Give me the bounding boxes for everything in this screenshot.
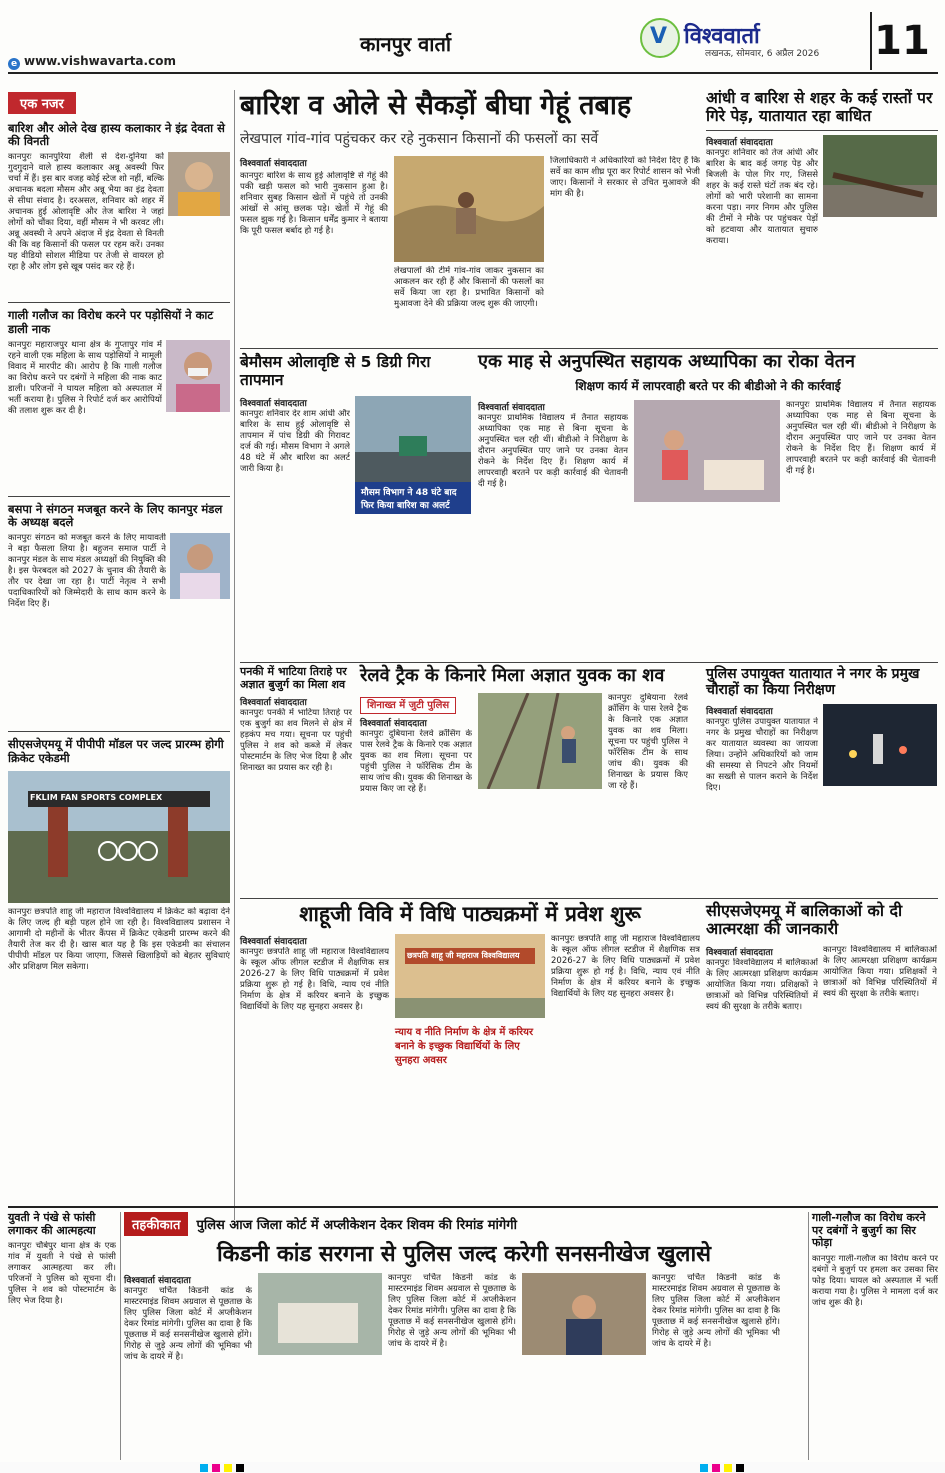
rain-street-image xyxy=(355,396,471,482)
section-title: कानपुर वार्ता xyxy=(360,32,452,56)
brief-title-3: बसपा ने संगठन मजबूत करने के लिए कानपुर मंडल के अध्यक्ष बदले xyxy=(8,501,223,530)
teacher-body-2: कानपुरः प्राथमिक विद्यालय में तैनात सहायक अध्यापिका एक माह से बिना सूचना के अनुपस्थित चल रही थीं। बीडीओ ने निरीक्षण के दौरान अनुपस्थित पाए जाने पर उनका वेतन रोकने के निर्देश दिए हैं। शिक्षण कार्य में लापरवाही बरतने पर कड़ी कार्रवाई की चेतावनी दी गई है। xyxy=(786,399,936,476)
rail-byline: विश्ववार्ता संवाददाता xyxy=(360,718,427,729)
university-photo xyxy=(395,934,545,1018)
storm-body: कानपुरः शनिवार को तेज आंधी और बारिश के बाद कई जगह पेड़ और बिजली के पोल गिर गए, जिससे शहर के कई रास्ते घंटों तक बंद रहे। लोगों को भारी परेशानी का सामना करना पड़ा। नगर निगम और पुलिस की टीमों ने मौके पर पहुंचकर पेड़ों को हटवाया और यातायात सुचारु कराया। xyxy=(706,147,818,246)
hospital-image xyxy=(258,1273,382,1355)
police-body: कानपुरः पुलिस उपायुक्त यातायात ने नगर के प्रमुख चौराहों का निरीक्षण कर यातायात व्यवस्था का जायजा लिया। उन्होंने अधिकारियों को जाम की समस्या से निपटने और नियमों का सख्ती से पालन कराने के निर्देश दिए। xyxy=(706,717,818,794)
rail-photo xyxy=(478,693,602,789)
kidney-photo-2 xyxy=(522,1273,646,1355)
weather-photo-caption: मौसम विभाग ने 48 घंटे बाद फिर किया बारिश का अलर्ट xyxy=(355,482,471,514)
kidney-byline: विश्ववार्ता संवाददाता xyxy=(124,1276,191,1287)
storm-story xyxy=(706,90,938,340)
kidney-headline: किडनी कांड सरगना से पुलिस जल्द करेगी सनसनीखेज खुलासे xyxy=(216,1242,712,1267)
stadium-sign: FKLIM FAN SPORTS COMPLEX xyxy=(30,792,163,802)
cyan-mark xyxy=(700,1464,708,1472)
brief-body-4: कानपुरः छत्रपति शाहू जी महाराज विश्वविद्यालय में क्रिकेट को बढ़ावा देने के लिए जल्द ही बड़ी पहल होने जा रही है। विश्वविद्यालय प्रशासन ने आगामी दो महीनों के भीतर कैंपस में क्रिकेट एकेडमी प्रारम्भ करने की तैयारी तेज कर दी है। खास बात यह है कि इस एकेडमी का संचालन पीपीपी मॉडल पर किया जाएगा, जिससे खिलाड़ियों को बेहतर सुविधाएं और प्रशिक्षण मिल सकेगा। xyxy=(8,906,230,972)
self-defense-headline: सीएसजेएमयू में बालिकाओं को दी आत्मरक्षा की जानकारी xyxy=(706,901,903,939)
panki-headline: पनकी में भाटिया तिराहे पर अज्ञात बुजुर्ग का मिला शव xyxy=(240,665,347,691)
stadium-photo xyxy=(8,771,230,903)
lead-photo xyxy=(394,156,544,262)
section-tag: एक नजर xyxy=(8,92,76,114)
browser-icon: e xyxy=(8,58,20,70)
teacher-byline: विश्ववार्ता संवाददाता xyxy=(478,402,545,413)
shahu-quote: न्याय व नीति निर्माण के क्षेत्र में करियर बनाने के इच्छुक विद्यार्थियों के लिए सुनहरा अवसर xyxy=(395,1027,534,1067)
divider xyxy=(8,302,230,303)
shahu-body-2: कानपुरः छत्रपति शाहू जी महाराज विश्वविद्यालय के स्कूल ऑफ लीगल स्टडीज में शैक्षणिक सत्र 2026-27 के लिए विधि पाठ्यक्रमों में प्रवेश प्रक्रिया शुरू हो गई है। विधि, न्याय एवं नीति निर्माण के क्षेत्र में करियर बनाने के इच्छुक विद्यार्थियों के लिए यह सुनहरा अवसर है। xyxy=(551,934,700,1000)
person-photo xyxy=(168,152,230,216)
rail-body: कानपुरः दुबियाना रेलवे क्रॉसिंग के पास रेलवे ट्रैक के किनारे एक अज्ञात युवक का शव मिला। सूचना पर पहुंची पुलिस ने फॉरेंसिक टीम के साथ जांच की। युवक की शिनाख्त के प्रयास किए जा रहे हैं। xyxy=(360,728,472,794)
investigation-tag: तहकीकात xyxy=(124,1212,188,1236)
self-defense-story xyxy=(706,902,938,1202)
logo-text: विश्ववार्ता xyxy=(684,24,760,49)
police-photo xyxy=(823,704,937,786)
classroom-image xyxy=(634,400,780,502)
lead-body-3: जिलाधिकारी ने अधिकारियों को निर्देश दिए हैं कि सर्वे का काम शीघ्र पूरा कर रिपोर्ट शासन को भेजी जाए। किसानों ने सरकार से उचित मुआवजे की मांग की है। xyxy=(550,156,700,200)
assault-story xyxy=(812,1212,938,1460)
weather-story xyxy=(240,354,472,654)
cyan-mark xyxy=(200,1464,208,1472)
brief-title-1: बारिश और ओले देख हास्य कलाकार ने इंद्र देवता से की विनती xyxy=(8,121,225,149)
header-rule xyxy=(8,72,938,74)
weather-byline: विश्ववार्ता संवाददाता xyxy=(240,398,307,409)
self-defense-byline: विश्ववार्ता संवाददाता xyxy=(706,947,773,958)
black-mark xyxy=(236,1464,244,1472)
police-headline: पुलिस उपायुक्त यातायात ने नगर के प्रमुख चौराहों का किया निरीक्षण xyxy=(706,666,920,699)
kidney-body-2: कानपुरः चर्चित किडनी कांड के मास्टरमाइंड शिवम अग्रवाल से पूछताछ के लिए पुलिस जिला कोर्ट में अप्लीकेशन देकर रिमांड मांगेगी। पुलिस का दावा है कि पूछताछ में कई सनसनीखेज खुलासे होंगे। गिरोह से जुड़े अन्य लोगों की भूमिका भी जांच के दायरे में है। xyxy=(388,1273,516,1350)
fallen-tree-image xyxy=(823,135,937,217)
teacher-photo xyxy=(634,400,780,502)
magenta-mark xyxy=(212,1464,220,1472)
brief-title-4: सीएसजेएमयू में पीपीपी मॉडल पर जल्द प्रारम्भ होगी क्रिकेट एकेडमी xyxy=(8,737,224,765)
section-rule xyxy=(240,662,938,663)
panki-story xyxy=(240,666,352,890)
magenta-mark xyxy=(712,1464,720,1472)
assault-body: कानपुरः गाली-गलौज का विरोध करने पर दबंगों ने बुजुर्ग पर हमला कर उसका सिर फोड़ दिया। घायल को अस्पताल में भर्ती कराया गया है। पुलिस ने मामला दर्ज कर जांच शुरू की है। xyxy=(812,1253,938,1308)
print-registration-bar xyxy=(0,1462,945,1473)
kidney-story xyxy=(124,1212,804,1460)
lead-body-1: कानपुरः बारिश के साथ हुई ओलावृष्टि से गेहूं की पकी खड़ी फसल को भारी नुकसान हुआ है। शनिवार सुबह किसान खेतों में पहुंचे तो उनकी आंखों से आंसू छलक पड़े। खेतों में गेहूं की फसल झुक गई है। किसान धर्मेंद्र कुमार ने बताया कि पूरी फसल बर्बाद हो गई है। xyxy=(240,171,388,237)
night-traffic-image xyxy=(823,704,937,786)
site-url[interactable] xyxy=(8,54,176,70)
lead-byline: विश्ववार्ता संवाददाता xyxy=(240,159,307,170)
section-rule xyxy=(8,1206,938,1208)
lead-subheadline: लेखपाल गांव-गांव पहुंचकर कर रहे नुकसान किसानों की फसलों का सर्वे xyxy=(240,131,599,148)
black-mark xyxy=(736,1464,744,1472)
panki-byline: विश्ववार्ता संवाददाता xyxy=(240,698,307,709)
suspect-image xyxy=(522,1273,646,1355)
rail-headline: रेलवे ट्रैक के किनारे मिला अज्ञात युवक का शव xyxy=(360,665,665,686)
kidney-body: कानपुरः चर्चित किडनी कांड के मास्टरमाइंड शिवम अग्रवाल से पूछताछ के लिए पुलिस जिला कोर्ट में अप्लीकेशन देकर रिमांड मांगेगी। पुलिस का दावा है कि पूछताछ में कई सनसनीखेज खुलासे होंगे। गिरोह से जुड़े अन्य लोगों की भूमिका भी जांच के दायरे में है। xyxy=(124,1286,252,1363)
university-sign: छत्रपति शाहू जी महाराज विश्वविद्यालय xyxy=(407,951,520,961)
site-url-text: www.vishwavarta.com xyxy=(24,54,176,68)
lead-headline: बारिश व ओले से सैकड़ों बीघा गेहूं तबाह xyxy=(240,90,632,121)
brief-photo-3 xyxy=(170,533,230,599)
rail-story xyxy=(360,666,690,890)
assault-headline: गाली-गलौज का विरोध करने पर दबंगों ने बुजुर्ग का सिर फोड़ा xyxy=(812,1211,926,1250)
column-briefs xyxy=(8,92,230,1242)
storm-photo xyxy=(823,135,937,217)
lead-story xyxy=(240,90,700,340)
logo-v-icon: V xyxy=(650,24,668,49)
wheat-field-image xyxy=(394,156,544,262)
storm-byline: विश्ववार्ता संवाददाता xyxy=(706,137,773,148)
shahu-byline: विश्ववार्ता संवाददाता xyxy=(240,937,307,948)
column-rule xyxy=(234,90,235,1220)
column-rule xyxy=(808,1212,809,1460)
logo-emblem xyxy=(640,18,680,58)
suicide-body: कानपुरः चौबेपुर थाना क्षेत्र के एक गांव में युवती ने पंखे से फांसी लगाकर आत्महत्या कर ली। परिजनों ने पुलिस को सूचना दी। पुलिस ने शव को पोस्टमार्टम के लिए भेज दिया है। xyxy=(8,1241,116,1307)
weather-headline: बेमौसम ओलावृष्टि से 5 डिग्री गिरा तापमान xyxy=(240,353,431,389)
divider xyxy=(706,130,938,131)
brief-body-1: कानपुरः कानपुरिया शैली से देश-दुनिया को गुदगुदाने वाले हास्य कलाकार अन्नू अवस्थी फिर चर्चा में हैं। इस बार वजह कोई स्टेज शो नहीं, बल्कि अचानक बदला मौसम और अन्नू भैया का इंद्र देवता से सीधा संवाद है। दरअसल, शनिवार को शहर में अचानक हुई ओलावृष्टि और तेज बारिश ने जहां लोगों को चौंका दिया, वहीं मौसम ने भी करवट ली। अन्नू अवस्थी ने अपने अंदाज में इंद्र देवता से विनती की कि वह किसानों की फसल पर रहम करें। उनका यह वीडियो सोशल मीडिया पर तेजी से वायरल हो रहा है और लोग इसे खूब पसंद कर रहे हैं। xyxy=(8,152,164,273)
stadium-gate-image xyxy=(8,771,230,903)
police-story xyxy=(706,666,938,890)
suicide-story xyxy=(8,1212,116,1460)
shahu-story xyxy=(240,902,700,1202)
brief-photo-1 xyxy=(168,152,230,216)
university-building-image xyxy=(395,934,545,1018)
rail-body-2: कानपुरः दुबियाना रेलवे क्रॉसिंग के पास रेलवे ट्रैक के किनारे एक अज्ञात युवक का शव मिला। सूचना पर पहुंची पुलिस ने फॉरेंसिक टीम के साथ जांच की। युवक की शिनाख्त के प्रयास किए जा रहे हैं। xyxy=(608,692,688,791)
brief-body-3: कानपुरः संगठन को मजबूत करने के लिए मायावती ने बड़ा फैसला लिया है। बहुजन समाज पार्टी ने कानपुर मंडल के साथ मंडल अध्यक्षों की नियुक्ति की है। इस फेरबदल को 2027 के चुनाव की तैयारी के तौर पर देखा जा रहा है। पार्टी नेतृत्व ने सभी पदाधिकारियों को जिम्मेदारी के साथ काम करने के निर्देश दिए हैं। xyxy=(8,533,166,610)
kidney-body-3: कानपुरः चर्चित किडनी कांड के मास्टरमाइंड शिवम अग्रवाल से पूछताछ के लिए पुलिस जिला कोर्ट में अप्लीकेशन देकर रिमांड मांगेगी। पुलिस का दावा है कि पूछताछ में कई सनसनीखेज खुलासे होंगे। गिरोह से जुड़े अन्य लोगों की भूमिका भी जांच के दायरे में है। xyxy=(652,1273,780,1350)
kidney-photo-1 xyxy=(258,1273,382,1355)
railway-image xyxy=(478,693,602,789)
self-defense-body-2: कानपुरः विश्वविद्यालय में बालिकाओं के लिए आत्मरक्षा प्रशिक्षण कार्यक्रम आयोजित किया गया। प्रशिक्षकों ने छात्राओं को विभिन्न परिस्थितियों में स्वयं की सुरक्षा के तरीके बताए। xyxy=(823,944,937,999)
lead-body-2: लेखपालों की टीमें गांव-गांव जाकर नुकसान का आकलन कर रही हैं और किसानों की फसलों का सर्वे किया जा रहा है। प्रभावित किसानों को मुआवजा देने की प्रक्रिया जल्द शुरू की जाएगी। xyxy=(394,266,544,310)
weather-body: कानपुरः शनिवार देर शाम आंधी और बारिश के साथ हुई ओलावृष्टि से तापमान में पांच डिग्री की गिरावट दर्ज की गई। मौसम विभाग ने अगले 48 घंटे में और बारिश का अलर्ट जारी किया है। xyxy=(240,408,350,474)
self-defense-body: कानपुरः विश्वविद्यालय में बालिकाओं के लिए आत्मरक्षा प्रशिक्षण कार्यक्रम आयोजित किया गया। प्रशिक्षकों ने छात्राओं को विभिन्न परिस्थितियों में स्वयं की सुरक्षा के तरीके बताए। xyxy=(706,957,818,1012)
masthead-logo xyxy=(640,8,800,68)
divider xyxy=(8,496,230,497)
yellow-mark xyxy=(724,1464,732,1472)
shahu-body: कानपुरः छत्रपति शाहू जी महाराज विश्वविद्यालय के स्कूल ऑफ लीगल स्टडीज में शैक्षणिक सत्र 2026-27 के लिए विधि पाठ्यक्रमों में प्रवेश प्रक्रिया शुरू हो गई है। विधि, न्याय एवं नीति निर्माण के क्षेत्र में करियर बनाने के इच्छुक विद्यार्थियों के लिए यह सुनहरा अवसर है। xyxy=(240,947,389,1013)
brief-body-2: कानपुरः महाराजपुर थाना क्षेत्र के गुप्तापुर गांव में रहने वाली एक महिला के साथ पड़ोसियों ने मामूली विवाद में मारपीट की। आरोप है कि गाली गलौज का विरोध करने पर दबंगों ने महिला की नाक काट डाली। परिजनों ने घायल महिला को अस्पताल में भर्ती कराया है। पुलिस ने रिपोर्ट दर्ज कर आरोपियों की तलाश शुरू कर दी है। xyxy=(8,339,162,416)
issue-date: लखनऊ, सोमवार, 6 अप्रैल 2026 xyxy=(705,49,820,59)
rail-pill: शिनाख्त में जुटी पुलिस xyxy=(360,697,456,714)
kidney-strap: पुलिस आज जिला कोर्ट में अप्लीकेशन देकर शिवम की रिमांड मांगेगी xyxy=(196,1218,517,1233)
column-rule xyxy=(120,1212,121,1460)
teacher-story xyxy=(478,352,938,652)
section-rule xyxy=(240,348,938,349)
weather-photo xyxy=(355,396,471,482)
section-rule xyxy=(240,898,938,899)
page-number: 11 xyxy=(870,12,932,70)
suicide-headline: युवती ने पंखे से फांसी लगाकर की आत्महत्या xyxy=(8,1211,96,1237)
yellow-mark xyxy=(224,1464,232,1472)
panki-body: कानपुरः पनकी में भाटिया तिराहे पर एक बुजुर्ग का शव मिलने से क्षेत्र में हड़कंप मच गया। सूचना पर पहुंची पुलिस ने शव को कब्जे में लेकर पोस्टमार्टम के लिए भेज दिया है और शिनाख्त का प्रयास कर रही है। xyxy=(240,708,352,774)
storm-headline: आंधी व बारिश से शहर के कई रास्तों पर गिरे पेड़, यातायात रहा बाधित xyxy=(706,89,933,125)
person-photo xyxy=(170,533,230,599)
person-photo xyxy=(166,340,230,412)
brief-title-2: गाली गलौज का विरोध करने पर पड़ोसियों ने काट डाली नाक xyxy=(8,308,214,336)
shahu-headline: शाहूजी विवि में विधि पाठ्यक्रमों में प्रवेश शुरू xyxy=(299,902,641,926)
teacher-subheadline: शिक्षण कार्य में लापरवाही बरते पर की बीडीओ ने की कार्रवाई xyxy=(575,378,841,393)
police-byline: विश्ववार्ता संवाददाता xyxy=(706,707,773,718)
teacher-headline: एक माह से अनुपस्थित सहायक अध्यापिका का रोका वेतन xyxy=(478,351,855,372)
divider xyxy=(8,731,230,732)
brief-photo-2 xyxy=(166,340,230,412)
teacher-body: कानपुरः प्राथमिक विद्यालय में तैनात सहायक अध्यापिका एक माह से बिना सूचना के अनुपस्थित चल रही थीं। बीडीओ ने निरीक्षण के दौरान अनुपस्थित पाए जाने पर उनका वेतन रोकने के निर्देश दिए हैं। शिक्षण कार्य में लापरवाही बरतने पर कड़ी कार्रवाई की चेतावनी दी गई है। xyxy=(478,412,628,489)
